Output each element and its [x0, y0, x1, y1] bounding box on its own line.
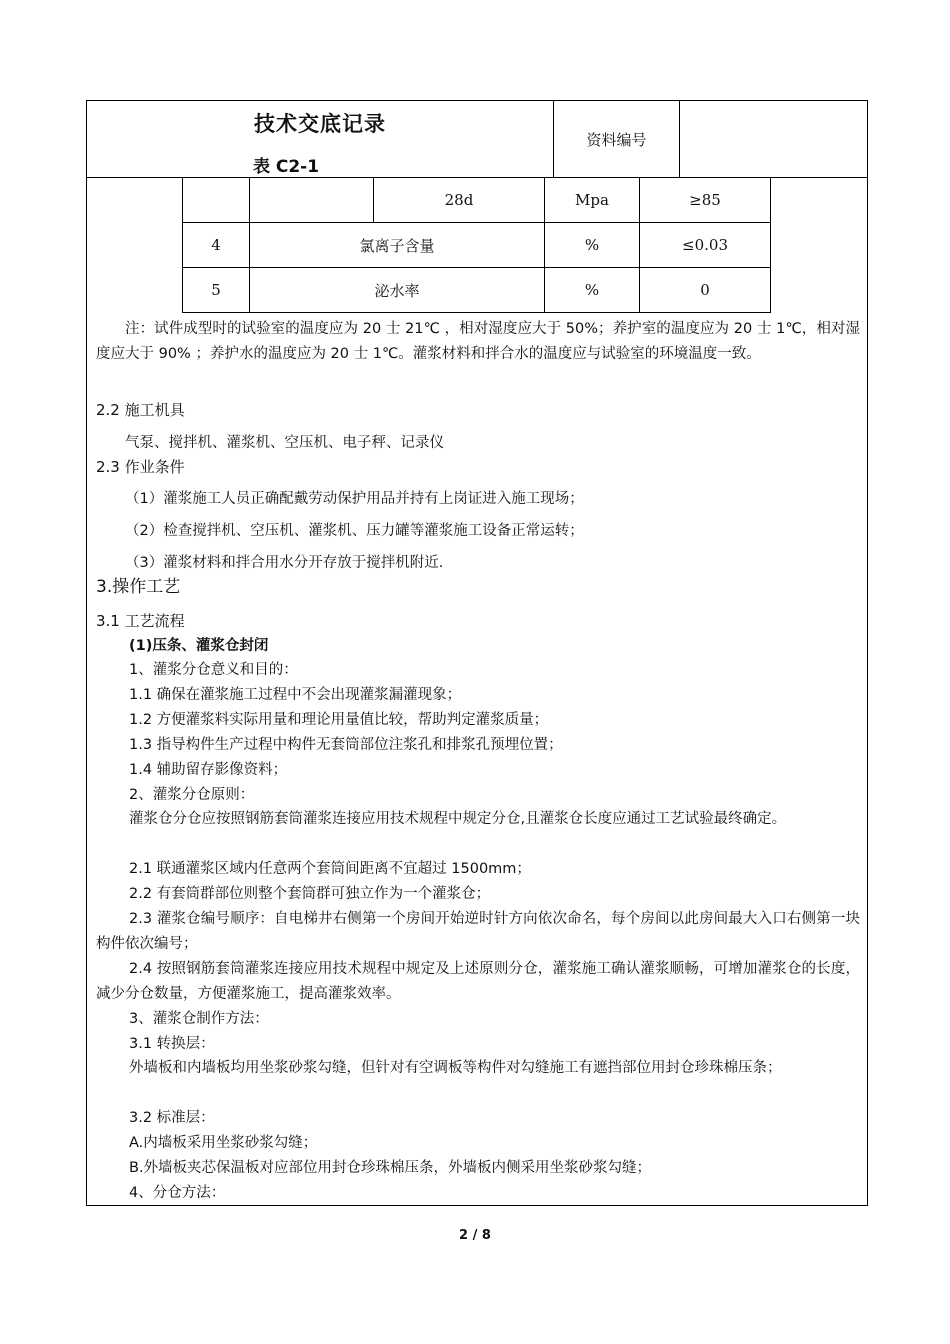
list-item: 3.2 标准层： [129, 1110, 215, 1126]
table-cell [250, 178, 374, 223]
list-item: 1、灌浆分仓意义和目的： [129, 662, 298, 678]
table-cell: ≥85 [640, 178, 771, 223]
spec-table [182, 177, 771, 313]
table-cell: 4 [183, 223, 250, 268]
list-item: 2.1 联通灌浆区域内任意两个套筒间距离不宜超过 1500mm； [129, 861, 531, 877]
paragraph: 2.4 按照钢筋套筒灌浆连接应用技术规程中规定及上述原则分仓，灌浆施工确认灌浆顺畅，可增加灌浆仓的长度，减少分仓数量，方便灌浆施工，提高灌浆效率。 [96, 961, 860, 1002]
table-cell: 28d [374, 178, 545, 223]
table-cell: 0 [640, 268, 771, 313]
table-cell: ≤0.03 [640, 223, 771, 268]
table-cell: 5 [183, 268, 250, 313]
section-heading-3: 3.操作工艺 [96, 577, 181, 597]
list-item: 3.1 转换层： [129, 1036, 215, 1052]
table-cell [183, 178, 250, 223]
paragraph: 外墙板和内墙板均用坐浆砂浆勾缝，但针对有空调板等构件对勾缝施工有遮挡部位用封仓珍珠棉压条； [129, 1060, 782, 1076]
list-item: 1.3 指导构件生产过程中构件无套筒部位注浆孔和排浆孔预埋位置； [129, 737, 563, 753]
table-cell: Mpa [545, 178, 640, 223]
paragraph: 灌浆仓分仓应按照钢筋套筒灌浆连接应用技术规程中规定分仓,且灌浆仓长度应通过工艺试验最终确定。 [129, 811, 787, 827]
section-heading-3-1: 3.1 工艺流程 [96, 612, 185, 630]
section-heading-2-3: 2.3 作业条件 [96, 458, 185, 476]
list-item: 4、分仓方法： [129, 1185, 226, 1201]
list-item: B.外墙板夹芯保温板对应部位用封仓珍珠棉压条，外墙板内侧采用坐浆砂浆勾缝； [129, 1160, 652, 1176]
list-item: 1.4 辅助留存影像资料； [129, 762, 288, 778]
page-title: 技术交底记录 [254, 112, 386, 136]
list-item: 2.2 有套筒群部位则整个套筒群可独立作为一个灌浆仓； [129, 886, 491, 902]
equipment-list: 气泵、搅拌机、灌浆机、空压机、电子秤、记录仪 [125, 435, 444, 451]
table-row [183, 268, 771, 313]
ref-number-label: 资料编号 [554, 100, 680, 178]
list-item: （2）检查搅拌机、空压机、灌浆机、压力罐等灌浆施工设备正常运转； [125, 523, 584, 539]
form-number: 表 C2-1 [252, 157, 320, 177]
list-item: 1.1 确保在灌浆施工过程中不会出现灌浆漏灌现象； [129, 687, 462, 703]
header-title-cell [86, 100, 554, 178]
list-item: （1）灌浆施工人员正确配戴劳动保护用品并持有上岗证进入施工现场； [125, 491, 584, 507]
section-heading-2-2: 2.2 施工机具 [96, 401, 185, 419]
list-item: 1.2 方便灌浆料实际用量和理论用量值比较，帮助判定灌浆质量； [129, 712, 549, 728]
table-cell: % [545, 223, 640, 268]
table-cell: % [545, 268, 640, 313]
table-cell: 泌水率 [250, 268, 545, 313]
list-item: 2、灌浆分仓原则： [129, 787, 255, 803]
list-item: （3）灌浆材料和拌合用水分开存放于搅拌机附近. [125, 555, 444, 571]
page-number: 2 / 8 [459, 1228, 491, 1243]
header-block [86, 100, 868, 178]
table-row [183, 178, 771, 223]
subsection-heading: (1)压条、灌浆仓封闭 [129, 638, 269, 654]
list-item: 3、灌浆仓制作方法： [129, 1011, 269, 1027]
table-note: 注：试件成型时的试验室的温度应为 20 士 21℃ ，相对湿度应大于 50%；养护室的温度应为 20 士 1℃，相对湿度应大于 90% ；养护水的温度应为 20 士 1℃。灌浆材料和拌合水的温度应与试验室的环境温度一致。 [96, 321, 860, 362]
table-cell: 氯离子含量 [250, 223, 545, 268]
table-row [183, 223, 771, 268]
paragraph: 2.3 灌浆仓编号顺序：自电梯井右侧第一个房间开始逆时针方向依次命名，每个房间以此房间最大入口右侧第一块构件依次编号； [96, 911, 860, 952]
list-item: A.内墙板采用坐浆砂浆勾缝； [129, 1135, 318, 1151]
